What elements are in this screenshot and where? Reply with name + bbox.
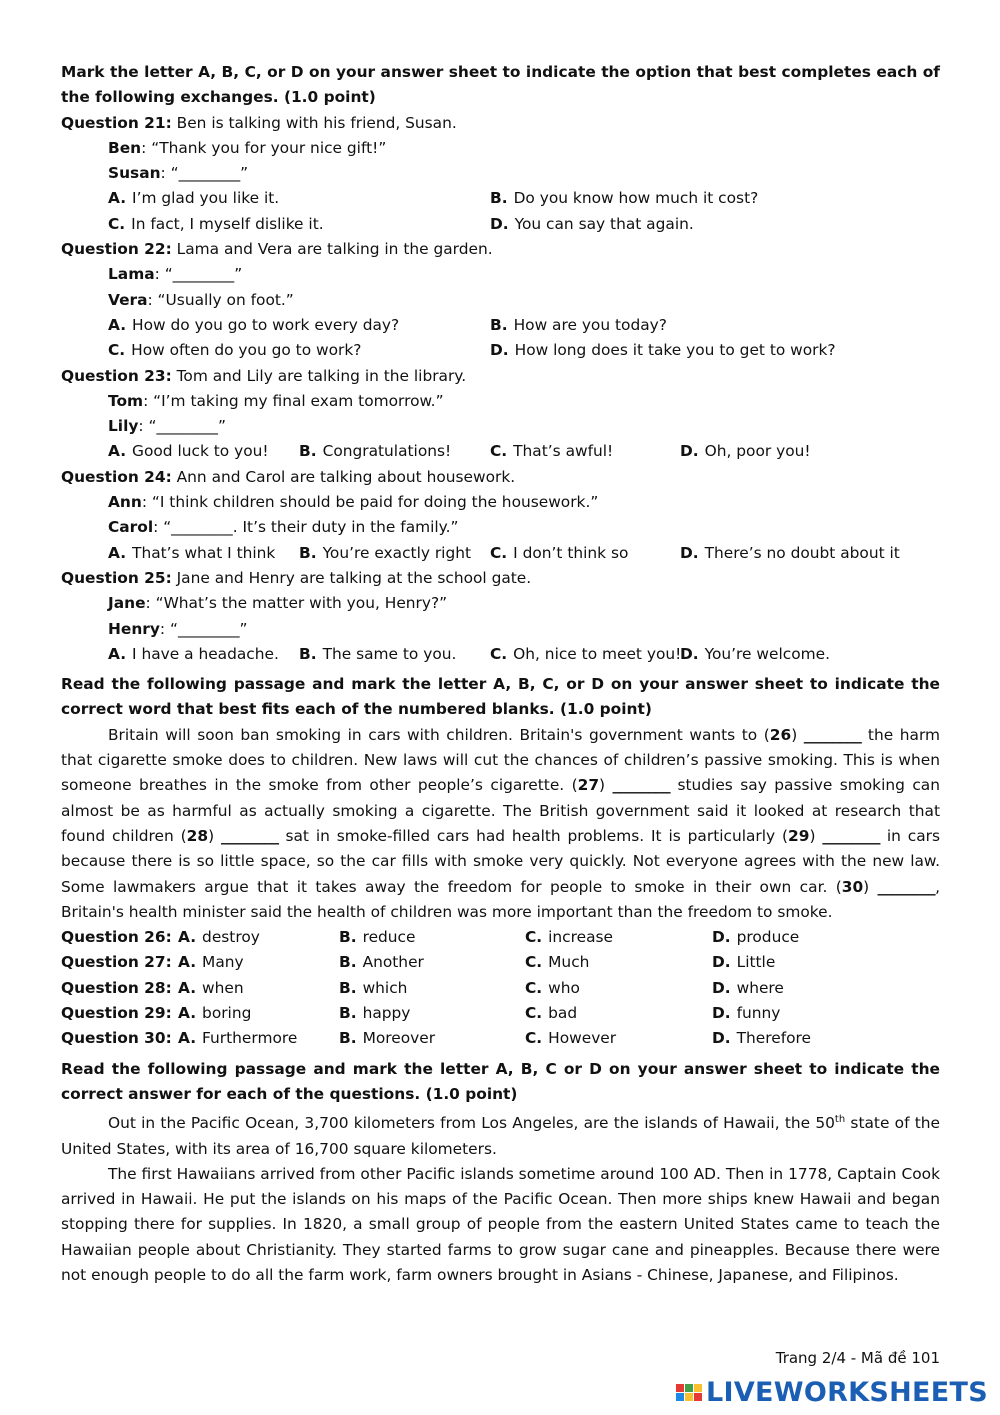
answer-option[interactable] [178, 950, 244, 975]
option-text: Oh, nice to meet you! [513, 644, 682, 663]
options-row [61, 642, 940, 667]
worksheet-page [61, 60, 940, 1288]
option-letter: D. [712, 978, 731, 997]
answer-option[interactable] [299, 541, 471, 566]
option-text: That’s what I think [132, 543, 276, 562]
question-header [61, 465, 940, 490]
question-context: Jane and Henry are talking at the school gate. [176, 568, 532, 587]
option-letter: D. [712, 1003, 731, 1022]
option-text: You’re exactly right [322, 543, 472, 562]
cloze-passage [61, 723, 940, 925]
option-text: I have a headache. [132, 644, 279, 663]
option-text: Do you know how much it cost? [513, 189, 759, 208]
option-text: when [202, 978, 244, 997]
answer-option[interactable] [490, 313, 667, 338]
blank-number: 28 [186, 826, 209, 845]
brand-name: LIVEWORKSHEETS [705, 1376, 988, 1408]
answer-option[interactable] [490, 541, 628, 566]
option-letter: A. [108, 315, 127, 334]
option-letter: C. [525, 1029, 543, 1048]
dialog-line [61, 389, 940, 414]
dialog-line [61, 515, 940, 540]
option-letter: A. [178, 1029, 197, 1048]
passage-text: , Britain's health minister said the health of children was more important than the freedom to smoke. [61, 877, 940, 921]
answer-option[interactable] [299, 642, 456, 667]
option-letter: B. [299, 442, 317, 461]
dialog-line [61, 262, 940, 287]
option-text: You can say that again. [514, 214, 694, 233]
option-letter: A. [178, 928, 197, 947]
option-letter: A. [108, 543, 127, 562]
question-label: Question 29: [61, 1003, 172, 1022]
answer-option[interactable] [178, 976, 244, 1001]
blank-line: ________ [612, 776, 671, 795]
answer-option[interactable] [490, 186, 758, 211]
dialog-text: : “________” [138, 417, 226, 436]
options-row [61, 313, 940, 338]
answer-option[interactable] [525, 950, 589, 975]
option-letter: B. [339, 953, 357, 972]
speaker-name: Susan [108, 164, 161, 183]
dialog-line [61, 617, 940, 642]
option-text: However [548, 1029, 617, 1048]
answer-option[interactable] [525, 1001, 577, 1026]
question-label: Question 24: [61, 467, 172, 486]
brand-tile [685, 1393, 693, 1401]
option-text: produce [736, 928, 800, 947]
dialog-text: : “Thank you for your nice gift!” [141, 138, 387, 157]
passage-text: ) [863, 877, 878, 896]
option-text: Oh, poor you! [704, 442, 811, 461]
brand-tile [694, 1393, 702, 1401]
option-letter: A. [108, 189, 127, 208]
answer-option[interactable] [490, 439, 613, 464]
cloze-question-row [61, 925, 940, 950]
option-text: Good luck to you! [132, 442, 269, 461]
section2-instruction: Read the following passage and mark the letter A, B, C, or D on your answer sheet to indicate the correct word that best fits each of the numbered blanks. (1.0 point) [61, 675, 940, 719]
option-letter: B. [299, 543, 317, 562]
passage-text: in cars because there is so little space, so the car fills with smoke very quickly. Not everyone agrees with the new law. Some lawmakers argue that it takes away the freedom for people to smoke in their own car. ( [61, 826, 940, 896]
options-row [61, 439, 940, 464]
options-row [61, 186, 940, 211]
option-text: which [362, 978, 408, 997]
reading-paragraph-2: The first Hawaiians arrived from other Pacific islands sometime around 100 AD. Then in 1778, Captain Cook arrived in Hawaii. He put the islands on his maps of the Pacific Ocean. Then more ships knew Hawaii and began stopping there for supplies. In 1820, a small group of people from the eastern United States came to teach the Hawaiian people about Christianity. They started farms to grow sugar cane and pineapples. Because there were not enough people to do all the farm work, farm owners brought in Asians - Chinese, Japanese, and Filipinos. [61, 1164, 940, 1285]
answer-option[interactable] [108, 338, 361, 363]
option-text: boring [202, 1003, 252, 1022]
answer-option[interactable] [178, 1026, 297, 1051]
option-text: I’m glad you like it. [132, 189, 280, 208]
dialog-line [61, 490, 940, 515]
passage-text: ) [208, 826, 221, 845]
option-text: How are you today? [513, 315, 667, 334]
question-label: Question 26: [61, 928, 172, 947]
section3-instruction: Read the following passage and mark the letter A, B, C or D on your answer sheet to indicate the correct answer for each of the questions. (1.0 point) [61, 1059, 940, 1103]
answer-option[interactable] [339, 950, 424, 975]
question-label: Question 25: [61, 568, 172, 587]
answer-option[interactable] [525, 976, 580, 1001]
brand-tile [694, 1384, 702, 1392]
passage-text: Britain will soon ban smoking in cars with children. Britain's government wants to ( [108, 725, 770, 744]
brand-tile [685, 1384, 693, 1392]
question-header [61, 364, 940, 389]
para1-text-a: Out in the Pacific Ocean, 3,700 kilometers from Los Angeles, are the islands of Hawaii, the 50 [108, 1114, 835, 1133]
answer-option[interactable] [339, 925, 416, 950]
option-text: How long does it take you to get to work? [514, 341, 836, 360]
option-letter: C. [490, 644, 508, 663]
option-text: Much [548, 953, 590, 972]
answer-option[interactable] [525, 1026, 616, 1051]
dialog-questions [61, 111, 940, 668]
option-letter: C. [490, 442, 508, 461]
option-text: Many [202, 953, 244, 972]
option-letter: B. [339, 978, 357, 997]
option-letter: A. [108, 644, 127, 663]
question-label: Question 22: [61, 240, 172, 259]
question-context: Ann and Carol are talking about housework. [176, 467, 516, 486]
option-letter: B. [490, 189, 508, 208]
blank-number: 27 [577, 776, 600, 795]
option-letter: D. [680, 644, 699, 663]
blank-line: ________ [877, 877, 936, 896]
option-text: In fact, I myself dislike it. [131, 214, 324, 233]
answer-option[interactable] [525, 925, 613, 950]
option-text: destroy [202, 928, 260, 947]
option-letter: B. [490, 315, 508, 334]
option-text: How do you go to work every day? [132, 315, 400, 334]
option-text: I don’t think so [513, 543, 629, 562]
dialog-line [61, 136, 940, 161]
liveworksheets-logo[interactable] [676, 1376, 988, 1408]
cloze-question-row [61, 950, 940, 975]
answer-option[interactable] [339, 976, 407, 1001]
reading-paragraph-1 [61, 1107, 940, 1162]
cloze-questions [61, 925, 940, 1051]
option-text: who [548, 978, 580, 997]
option-text: Moreover [362, 1029, 436, 1048]
blank-line: ________ [220, 826, 279, 845]
dialog-text: : “Usually on foot.” [147, 290, 294, 309]
section1-instruction: Mark the letter A, B, C, or D on your answer sheet to indicate the option that best completes each of the following exchanges. (1.0 point) [61, 63, 940, 107]
dialog-line [61, 591, 940, 616]
option-letter: B. [339, 1003, 357, 1022]
option-text: You’re welcome. [704, 644, 830, 663]
answer-option[interactable] [490, 212, 694, 237]
question-label: Question 30: [61, 1029, 172, 1048]
option-text: funny [736, 1003, 781, 1022]
speaker-name: Lily [108, 417, 139, 436]
question-context: Lama and Vera are talking in the garden. [176, 240, 493, 259]
speaker-name: Lama [108, 265, 155, 284]
question-header [61, 237, 940, 262]
passage-text: studies say passive smoking can almost be as harmful as actually smoking a cigarette. The British government said it looked at research that found children ( [61, 776, 940, 845]
option-text: happy [362, 1003, 411, 1022]
dialog-text: : “________” [154, 265, 243, 284]
answer-option[interactable] [108, 642, 279, 667]
cloze-question-row [61, 976, 940, 1001]
option-letter: C. [525, 928, 543, 947]
option-text: increase [548, 928, 614, 947]
question-header [61, 111, 940, 136]
dialog-text: : “________” [160, 164, 249, 183]
answer-option[interactable] [178, 1001, 251, 1026]
option-text: Little [736, 953, 776, 972]
blank-number: 30 [841, 877, 864, 896]
option-letter: C. [108, 341, 126, 360]
brand-grid-icon [676, 1384, 702, 1401]
cloze-question-row [61, 1026, 940, 1051]
option-letter: C. [525, 1003, 543, 1022]
dialog-line [61, 288, 940, 313]
question-context: Tom and Lily are talking in the library. [176, 366, 467, 385]
answer-option[interactable] [299, 439, 451, 464]
option-letter: D. [712, 953, 731, 972]
passage-text: the harm that cigarette smoke does to children. New laws will cut the chances of children’s passive smoking. This is when someone breathes in the smoke from other people’s cigarette. ( [61, 725, 940, 795]
option-text: There’s no doubt about it [704, 543, 900, 562]
blank-line: ________ [803, 725, 862, 744]
answer-option[interactable] [712, 950, 775, 975]
speaker-name: Jane [108, 594, 146, 613]
dialog-line [61, 414, 940, 439]
answer-option[interactable] [339, 1001, 410, 1026]
answer-option[interactable] [680, 642, 830, 667]
answer-option[interactable] [108, 313, 399, 338]
para1-superscript: th [834, 1114, 846, 1126]
answer-option[interactable] [178, 925, 260, 950]
speaker-name: Henry [108, 619, 160, 638]
option-text: reduce [362, 928, 416, 947]
option-letter: D. [680, 543, 699, 562]
question-label: Question 21: [61, 113, 172, 132]
passage-text: ) [599, 776, 613, 795]
answer-option[interactable] [490, 642, 681, 667]
answer-option[interactable] [680, 541, 900, 566]
option-letter: D. [712, 1029, 731, 1048]
option-text: Congratulations! [322, 442, 452, 461]
option-letter: D. [712, 928, 731, 947]
speaker-name: Ann [108, 493, 142, 512]
question-context: Ben is talking with his friend, Susan. [176, 113, 457, 132]
option-letter: D. [490, 341, 509, 360]
options-row [61, 338, 940, 363]
option-letter: D. [680, 442, 699, 461]
option-text: Therefore [736, 1029, 812, 1048]
answer-option[interactable] [108, 212, 324, 237]
para1-text-b: state of the United States, with its area of 16,700 square kilometers. [61, 1114, 940, 1158]
option-text: The same to you. [322, 644, 457, 663]
speaker-name: Ben [108, 138, 142, 157]
answer-option[interactable] [680, 439, 811, 464]
answer-option[interactable] [712, 1001, 780, 1026]
answer-option[interactable] [490, 338, 836, 363]
question-label: Question 27: [61, 953, 172, 972]
option-letter: A. [178, 978, 197, 997]
answer-option[interactable] [712, 925, 799, 950]
option-letter: C. [490, 543, 508, 562]
option-letter: C. [525, 978, 543, 997]
dialog-text: : “________. It’s their duty in the family.” [153, 518, 459, 537]
brand-tile [676, 1393, 684, 1401]
option-letter: B. [299, 644, 317, 663]
option-text: How often do you go to work? [131, 341, 362, 360]
option-text: Another [362, 953, 424, 972]
option-letter: A. [178, 953, 197, 972]
options-row [61, 541, 940, 566]
blank-number: 26 [769, 725, 792, 744]
answer-option[interactable] [108, 541, 275, 566]
answer-option[interactable] [108, 439, 269, 464]
page-footer: Trang 2/4 - Mã đề 101 [775, 1349, 940, 1367]
speaker-name: Tom [108, 391, 144, 410]
option-letter: B. [339, 928, 357, 947]
option-letter: A. [178, 1003, 197, 1022]
option-text: Furthermore [202, 1029, 298, 1048]
dialog-line [61, 161, 940, 186]
option-text: where [736, 978, 784, 997]
option-letter: A. [108, 442, 127, 461]
option-letter: C. [525, 953, 543, 972]
option-letter: B. [339, 1029, 357, 1048]
passage-text: ) [791, 725, 804, 744]
option-letter: D. [490, 214, 509, 233]
blank-number: 29 [788, 826, 810, 845]
question-label: Question 23: [61, 366, 172, 385]
speaker-name: Carol [108, 518, 154, 537]
answer-option[interactable] [108, 186, 279, 211]
dialog-text: : “I’m taking my final exam tomorrow.” [143, 391, 444, 410]
passage-text: sat in smoke-filled cars had health problems. It is particularly ( [278, 826, 789, 845]
option-text: That’s awful! [513, 442, 614, 461]
question-header [61, 566, 940, 591]
answer-option[interactable] [712, 976, 784, 1001]
passage-text: ) [809, 826, 823, 845]
option-letter: C. [108, 214, 126, 233]
dialog-text: : “________” [159, 619, 248, 638]
blank-line: ________ [822, 826, 880, 845]
cloze-question-row [61, 1001, 940, 1026]
answer-option[interactable] [339, 1026, 435, 1051]
question-label: Question 28: [61, 978, 172, 997]
dialog-text: : “I think children should be paid for doing the housework.” [141, 493, 599, 512]
speaker-name: Vera [108, 290, 148, 309]
dialog-text: : “What’s the matter with you, Henry?” [145, 594, 448, 613]
options-row [61, 212, 940, 237]
option-text: bad [548, 1003, 578, 1022]
brand-tile [676, 1384, 684, 1392]
answer-option[interactable] [712, 1026, 811, 1051]
